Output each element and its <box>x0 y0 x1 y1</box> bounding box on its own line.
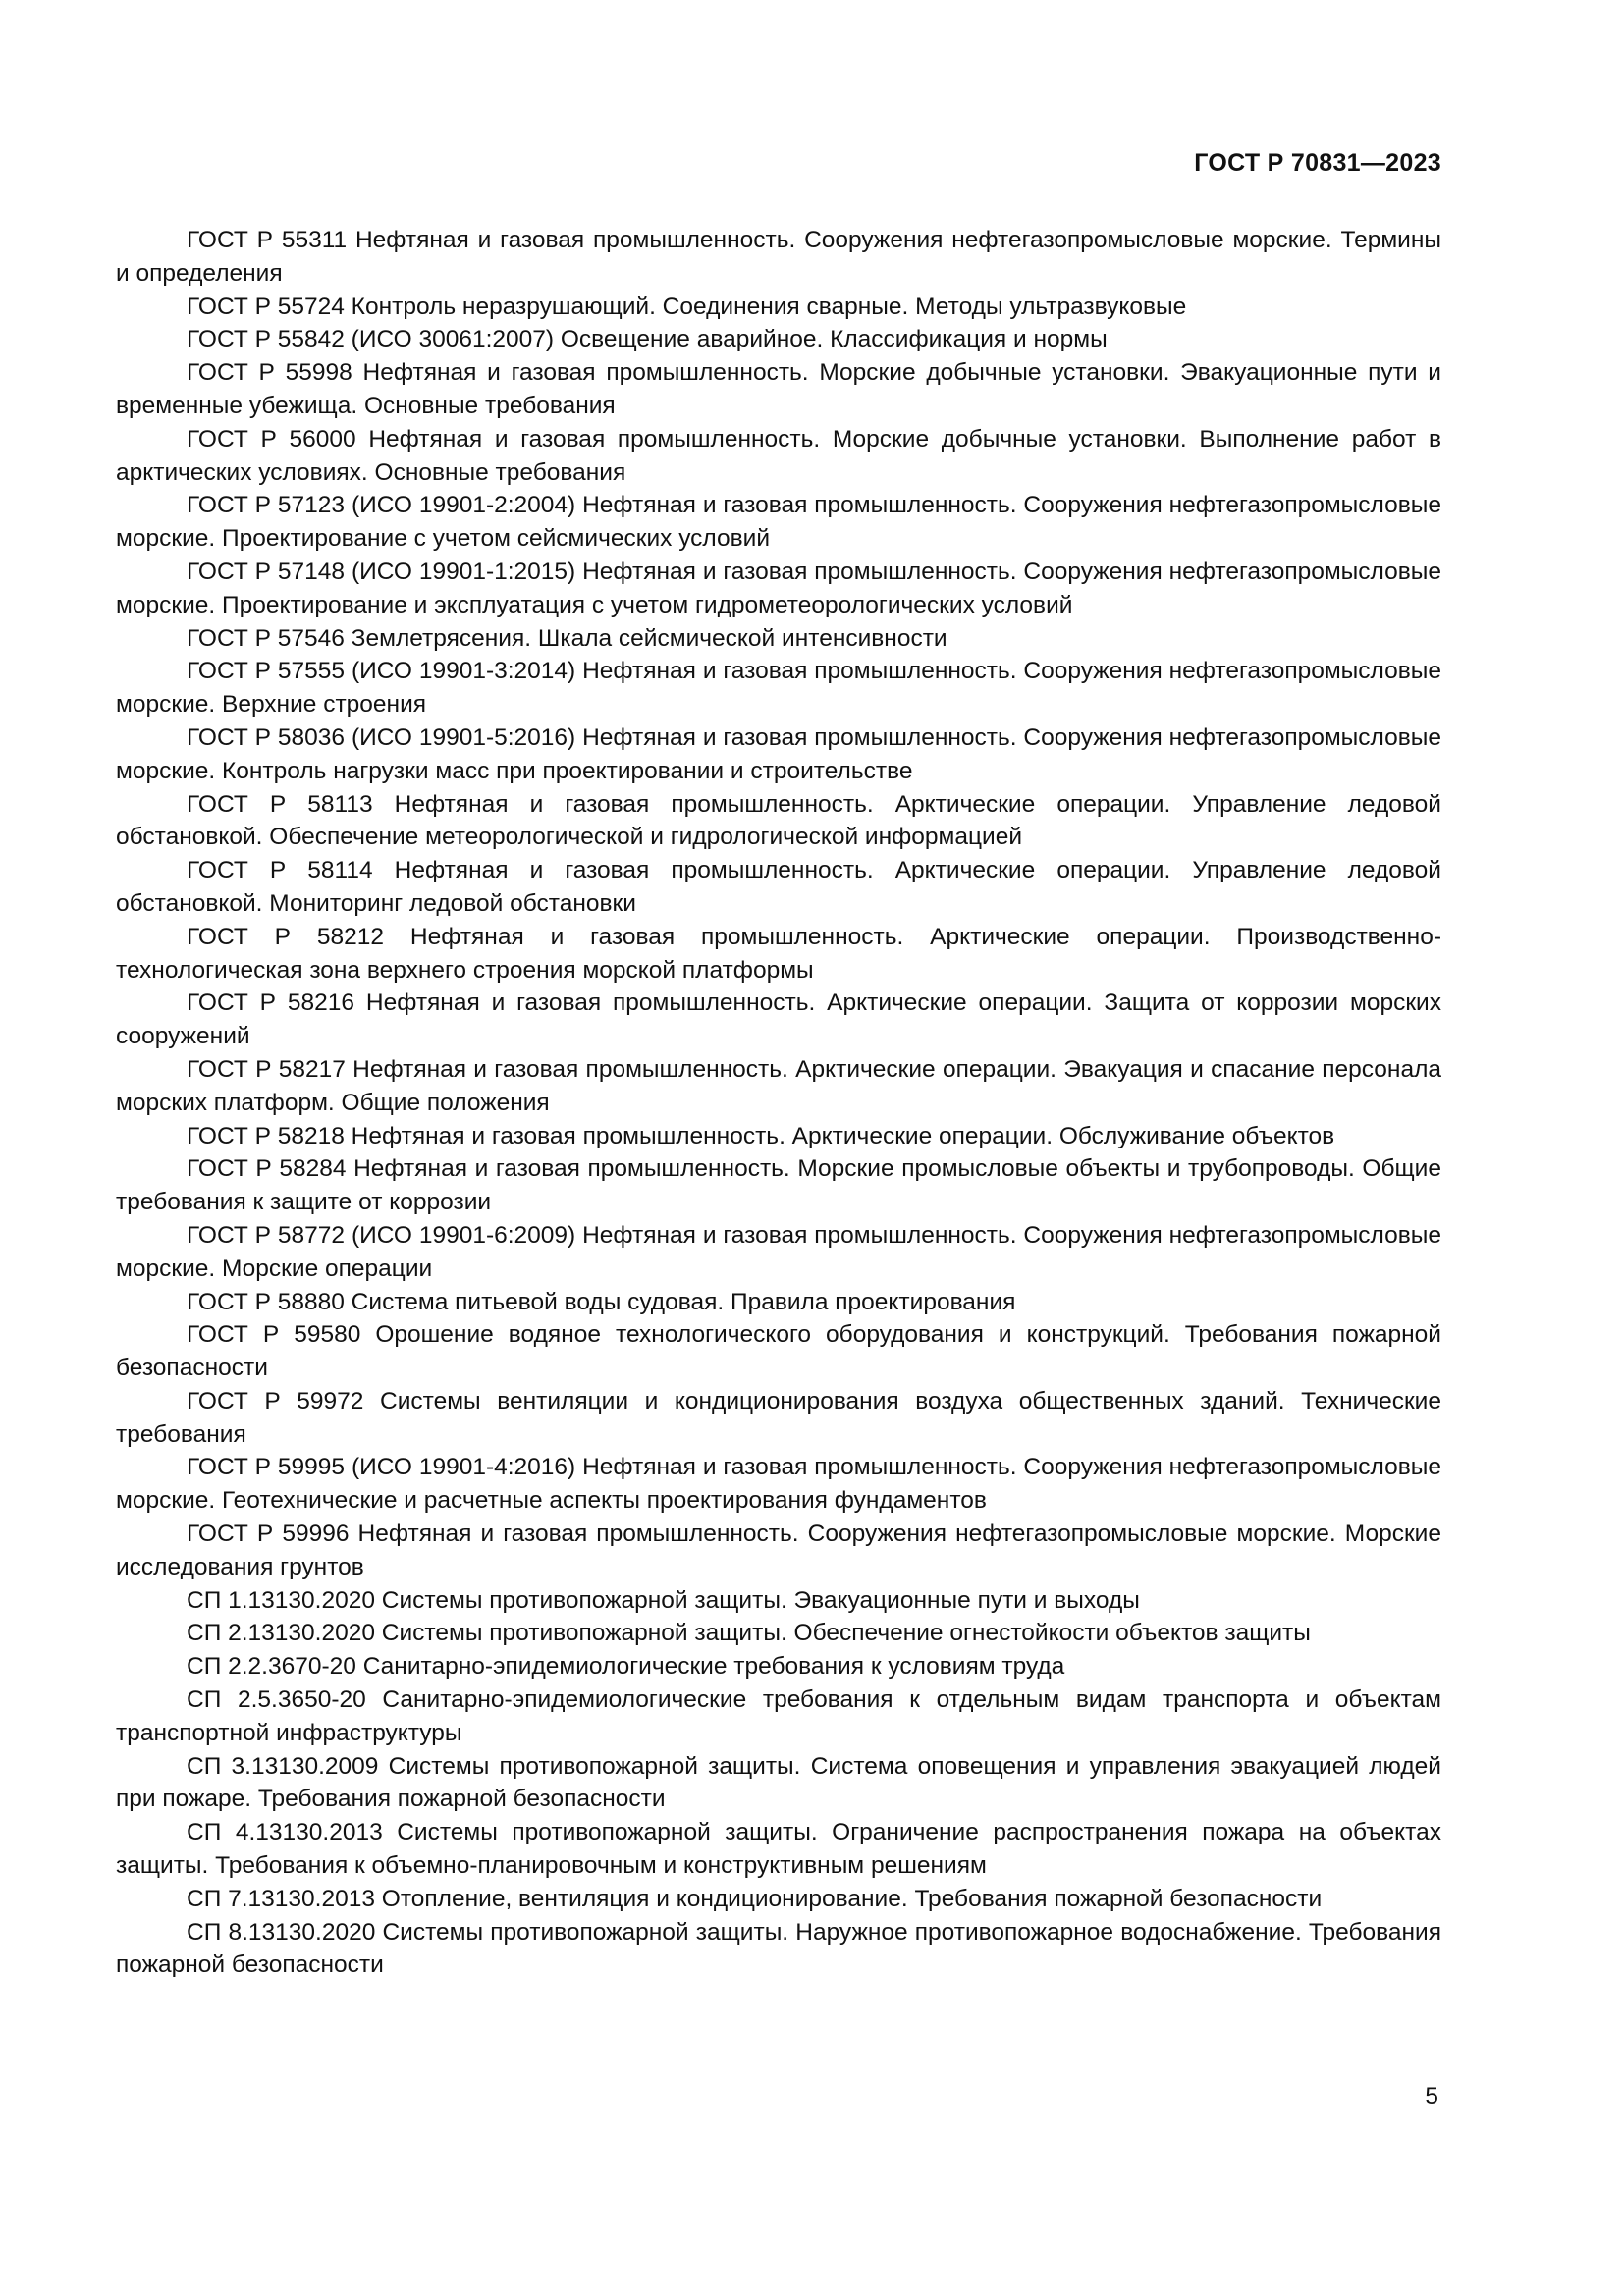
reference-item: ГОСТ Р 55842 (ИСО 30061:2007) Освещение аварийное. Классификация и нормы <box>187 326 1108 353</box>
reference-item: ГОСТ Р 58880 Система питьевой воды судовая. Правила проектирования <box>187 1288 1016 1315</box>
reference-item: ГОСТ Р 55998 Нефтяная и газовая промышленность. Морские добычные установки. Эвакуационные пути и временные убежища. Основные требования <box>116 359 1441 419</box>
reference-item: ГОСТ Р 58036 (ИСО 19901-5:2016) Нефтяная и газовая промышленность. Сооружения нефтегазопромысловые морские. Контроль нагрузки масс при проектировании и строительстве <box>116 723 1441 784</box>
reference-item: СП 7.13130.2013 Отопление, вентиляция и кондиционирование. Требования пожарной безопасности <box>187 1885 1323 1912</box>
reference-item: СП 2.2.3670-20 Санитарно-эпидемиологические требования к условиям труда <box>187 1653 1065 1681</box>
reference-item: ГОСТ Р 59580 Орошение водяное технологического оборудования и конструкций. Требования пожарной безопасности <box>116 1321 1441 1382</box>
reference-item: ГОСТ Р 59996 Нефтяная и газовая промышленность. Сооружения нефтегазопромысловые морские. Морские исследования грунтов <box>116 1521 1441 1580</box>
reference-item: ГОСТ Р 58217 Нефтяная и газовая промышленность. Арктические операции. Эвакуация и спасание персонала морских платформ. Общие положения <box>116 1055 1441 1116</box>
reference-item: ГОСТ Р 55311 Нефтяная и газовая промышленность. Сооружения нефтегазопромысловые морские. Термины и определения <box>116 227 1441 287</box>
reference-item: ГОСТ Р 59972 Системы вентиляции и кондиционирования воздуха общественных зданий. Технические требования <box>116 1387 1441 1448</box>
reference-item: СП 8.13130.2020 Системы противопожарной защиты. Наружное противопожарное водоснабжение. Требования пожарной безопасности <box>116 1918 1441 1979</box>
reference-item: ГОСТ Р 58772 (ИСО 19901-6:2009) Нефтяная и газовая промышленность. Сооружения нефтегазопромысловые морские. Морские операции <box>116 1221 1441 1282</box>
reference-item: ГОСТ Р 57123 (ИСО 19901-2:2004) Нефтяная и газовая промышленность. Сооружения нефтегазопромысловые морские. Проектирование с учетом сейсмических условий <box>116 492 1441 553</box>
reference-item: ГОСТ Р 58218 Нефтяная и газовая промышленность. Арктические операции. Обслуживание объектов <box>187 1122 1335 1149</box>
document-header: ГОСТ Р 70831—2023 <box>1194 149 1441 177</box>
reference-item: СП 2.5.3650-20 Санитарно-эпидемиологические требования к отдельным видам транспорта и объектам транспортной инфраструктуры <box>116 1686 1441 1746</box>
reference-item: СП 1.13130.2020 Системы противопожарной защиты. Эвакуационные пути и выходы <box>187 1586 1140 1614</box>
reference-item: ГОСТ Р 56000 Нефтяная и газовая промышленность. Морские добычные установки. Выполнение работ в арктических условиях. Основные требования <box>116 425 1441 486</box>
reference-item: ГОСТ Р 57148 (ИСО 19901-1:2015) Нефтяная и газовая промышленность. Сооружения нефтегазопромысловые морские. Проектирование и эксплуатация с учетом гидрометеорологических условий <box>116 558 1441 618</box>
reference-item: ГОСТ Р 58216 Нефтяная и газовая промышленность. Арктические операции. Защита от коррозии морских сооружений <box>116 989 1441 1050</box>
normative-references-list <box>116 224 1441 1982</box>
reference-item: СП 4.13130.2013 Системы противопожарной защиты. Ограничение распространения пожара на объектах защиты. Требования к объемно-планировочным и конструктивным решениям <box>116 1819 1441 1880</box>
reference-item: ГОСТ Р 59995 (ИСО 19901-4:2016) Нефтяная и газовая промышленность. Сооружения нефтегазопромысловые морские. Геотехнические и расчетные аспекты проектирования фундаментов <box>116 1454 1441 1515</box>
reference-item: ГОСТ Р 57555 (ИСО 19901-3:2014) Нефтяная и газовая промышленность. Сооружения нефтегазопромысловые морские. Верхние строения <box>116 658 1441 719</box>
reference-item: ГОСТ Р 55724 Контроль неразрушающий. Соединения сварные. Методы ультразвуковые <box>187 293 1187 320</box>
reference-item: СП 2.13130.2020 Системы противопожарной защиты. Обеспечение огнестойкости объектов защиты <box>187 1620 1311 1647</box>
reference-item: СП 3.13130.2009 Системы противопожарной защиты. Система оповещения и управления эвакуацией людей при пожаре. Требования пожарной безопасности <box>116 1752 1441 1813</box>
reference-item: ГОСТ Р 58113 Нефтяная и газовая промышленность. Арктические операции. Управление ледовой обстановкой. Обеспечение метеорологической и гидрологической информацией <box>116 790 1441 851</box>
page-number: 5 <box>1425 2083 1438 2109</box>
reference-item: ГОСТ Р 58212 Нефтяная и газовая промышленность. Арктические операции. Производственно-технологическая зона верхнего строения морской платформы <box>116 923 1441 984</box>
reference-item: ГОСТ Р 57546 Землетрясения. Шкала сейсмической интенсивности <box>187 624 947 652</box>
reference-item: ГОСТ Р 58114 Нефтяная и газовая промышленность. Арктические операции. Управление ледовой обстановкой. Мониторинг ледовой обстановки <box>116 857 1441 917</box>
reference-item: ГОСТ Р 58284 Нефтяная и газовая промышленность. Морские промысловые объекты и трубопроводы. Общие требования к защите от коррозии <box>116 1155 1441 1216</box>
